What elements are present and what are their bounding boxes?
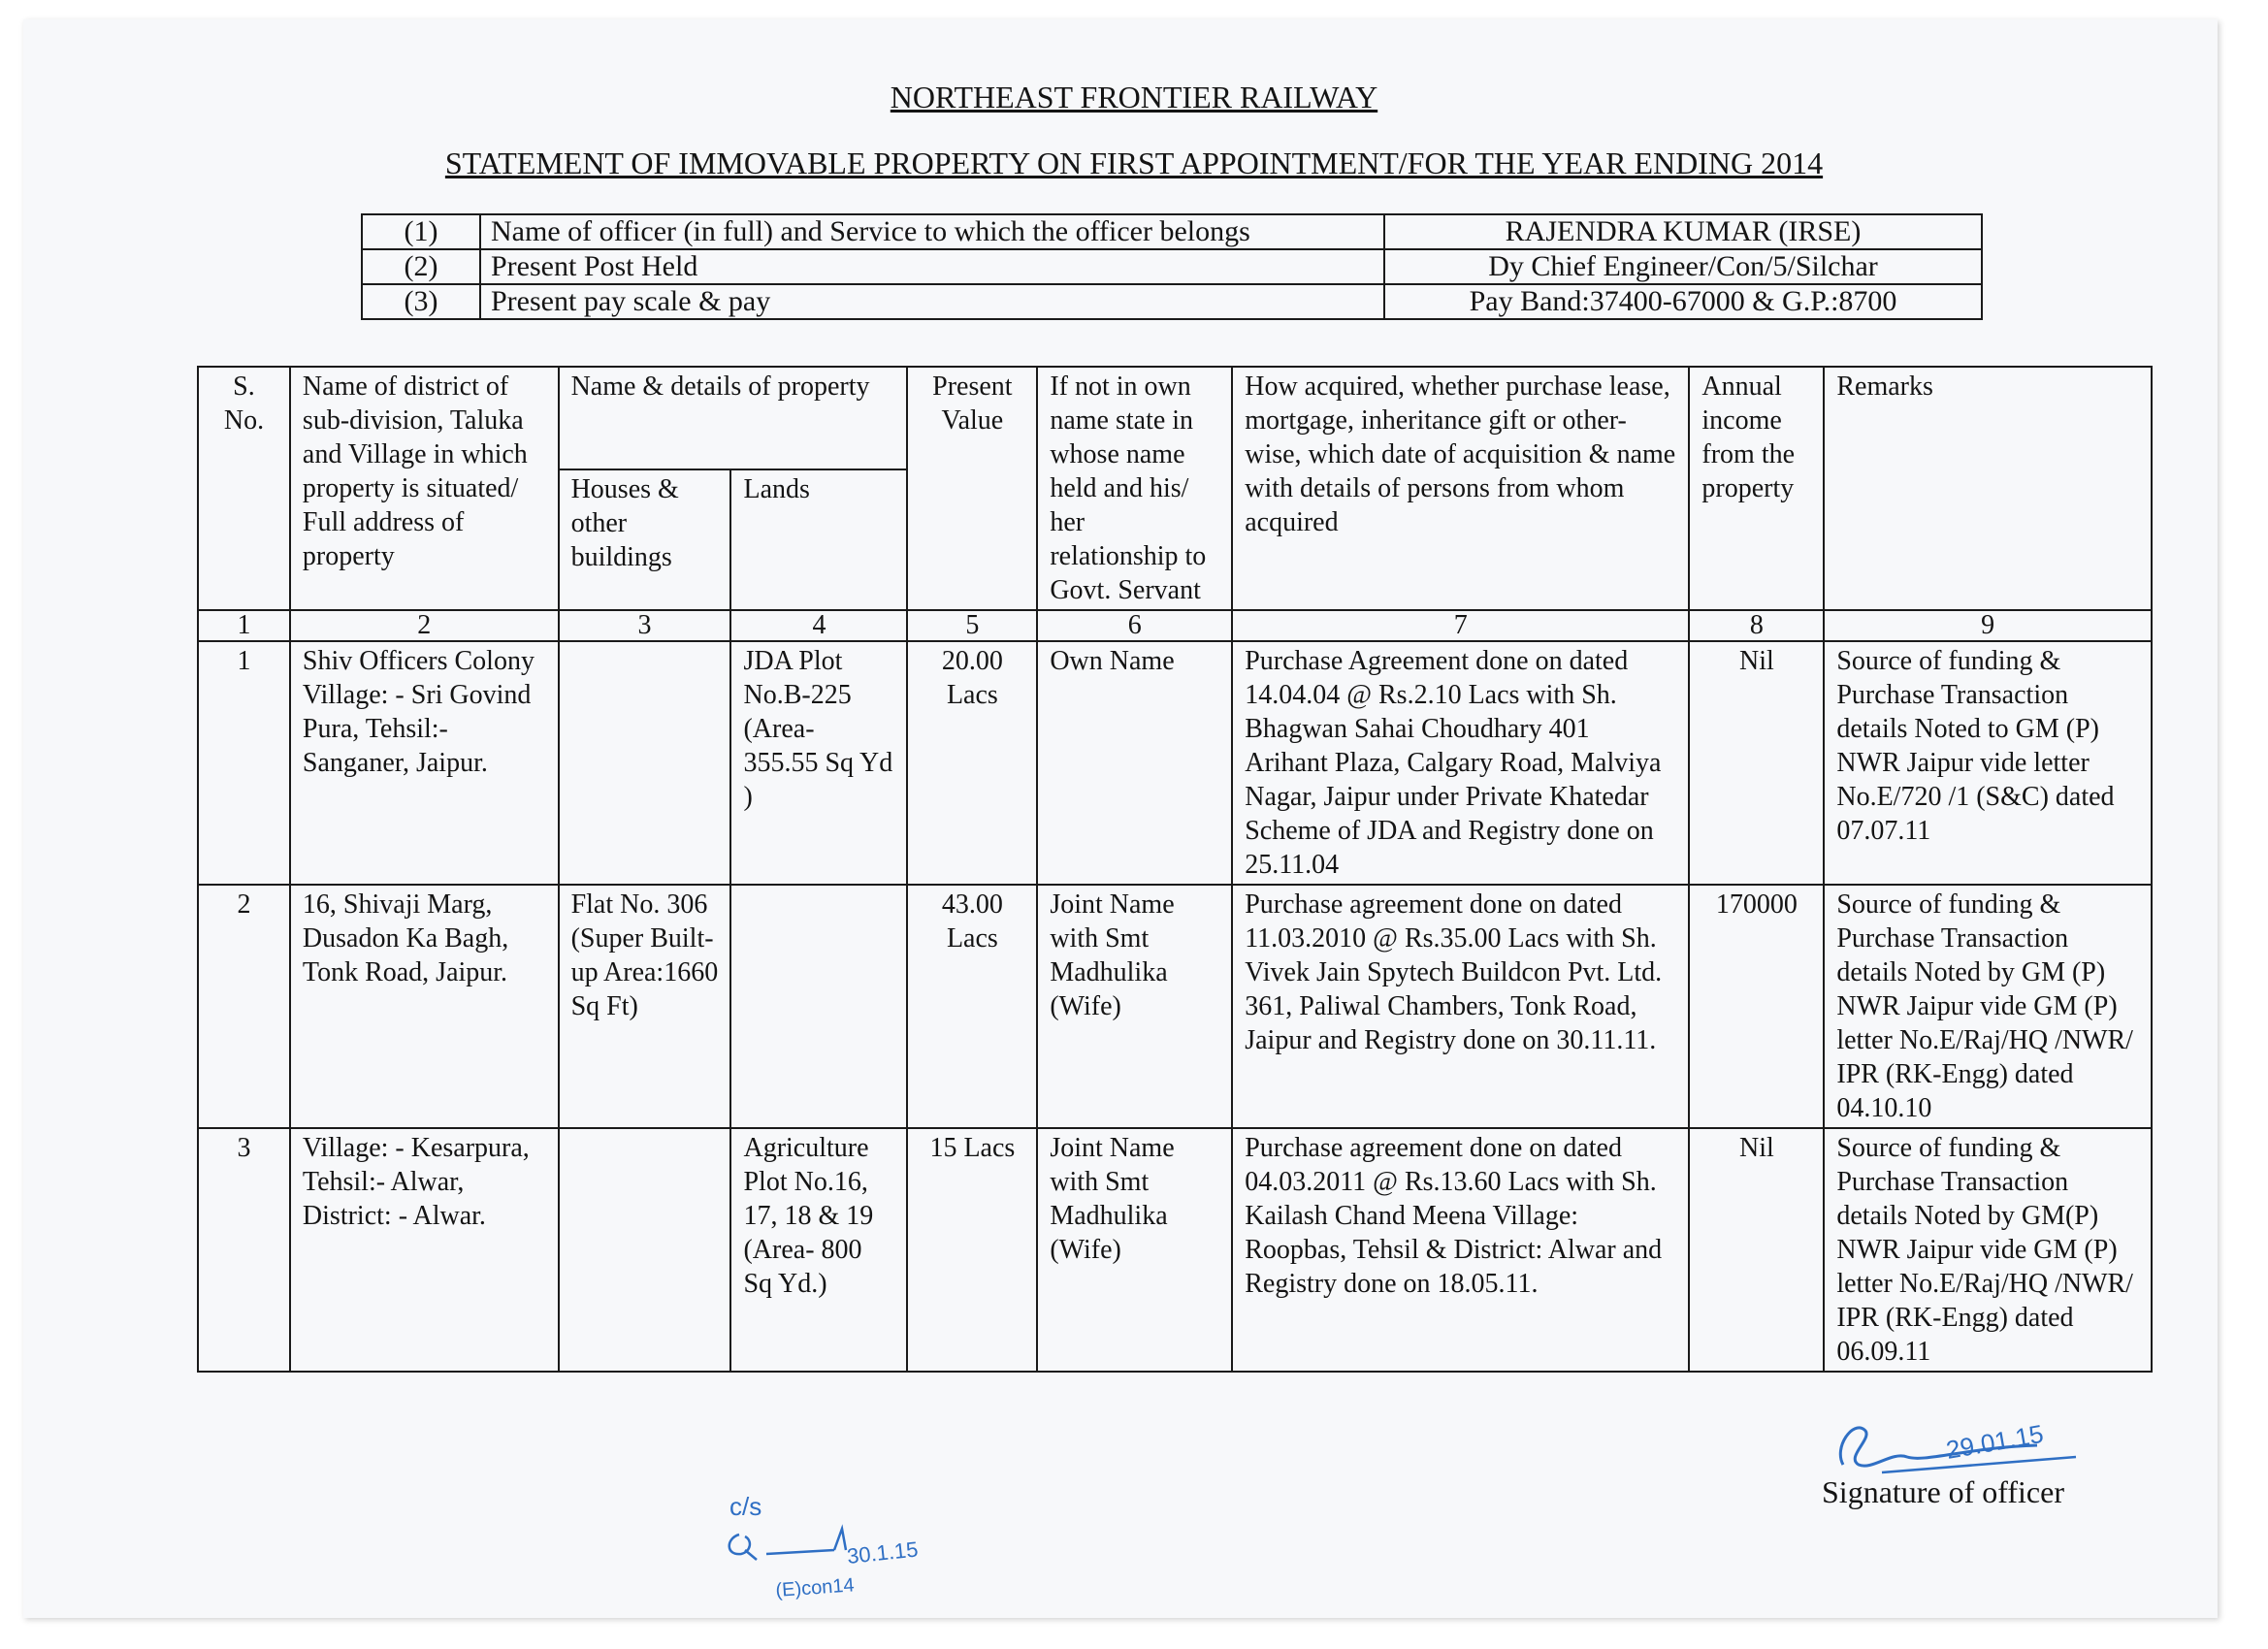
info-row	[362, 284, 1982, 319]
info-value: Dy Chief Engineer/Con/5/Silchar	[1384, 249, 1982, 284]
column-number: 2	[290, 610, 559, 641]
statement-title: STATEMENT OF IMMOVABLE PROPERTY ON FIRST APPOINTMENT/FOR THE YEAR ENDING 2014	[444, 146, 1824, 180]
column-number: 5	[907, 610, 1037, 641]
header-remarks: Remarks	[1824, 367, 2152, 610]
cell-lands: Agriculture Plot No.16, 17, 18 & 19 (Area- 800 Sq Yd.)	[730, 1128, 907, 1372]
cell-value: 15 Lacs	[907, 1128, 1037, 1372]
cell-sno: 1	[198, 641, 290, 885]
column-number: 3	[559, 610, 731, 641]
cell-income: Nil	[1689, 1128, 1824, 1372]
note-line-2: 30.1.15	[845, 1536, 920, 1568]
cell-value: 20.00 Lacs	[907, 641, 1037, 885]
info-row	[362, 214, 1982, 249]
header-row	[198, 367, 2152, 469]
cell-income: 170000	[1689, 885, 1824, 1128]
header-details: Name & details of property	[559, 367, 908, 469]
column-number: 8	[1689, 610, 1824, 641]
cell-houses: Flat No. 306 (Super Built-up Area:1660 Sq Ft)	[559, 885, 731, 1128]
column-number: 9	[1824, 610, 2152, 641]
table-row	[198, 885, 2152, 1128]
info-row	[362, 249, 1982, 284]
cell-acquired: Purchase agreement done on dated 04.03.2011 @ Rs.13.60 Lacs with Sh. Kailash Chand Meena Village: Roopbas, Tehsil & District: Alwar and Registry done on 18.05.11.	[1232, 1128, 1689, 1372]
signature-label: Signature of officer	[1822, 1474, 2064, 1509]
info-number: (2)	[362, 249, 480, 284]
header-value: Present Value	[907, 367, 1037, 610]
column-number: 6	[1037, 610, 1232, 641]
info-value: Pay Band:37400-67000 & G.P.:8700	[1384, 284, 1982, 319]
cell-value: 43.00 Lacs	[907, 885, 1037, 1128]
cell-houses	[559, 1128, 731, 1372]
note-line-1: c/s	[729, 1492, 762, 1521]
note-line-3: (E)con14	[774, 1574, 856, 1601]
cell-sno: 3	[198, 1128, 290, 1372]
cell-income: Nil	[1689, 641, 1824, 885]
cell-remarks: Source of funding & Purchase Transaction details Noted by GM(P) NWR Jaipur vide GM (P) letter No.E/Raj/HQ /NWR/ IPR (RK-Engg) dated 06.09.11	[1824, 1128, 2152, 1372]
officer-info-table	[361, 213, 1983, 320]
note-scribble	[718, 1482, 989, 1608]
cell-name-held: Joint Name with Smt Madhulika (Wife)	[1037, 1128, 1232, 1372]
cell-acquired: Purchase Agreement done on dated 14.04.04 @ Rs.2.10 Lacs with Sh. Bhagwan Sahai Choudhary 401 Arihant Plaza, Calgary Road, Malviya Nagar, Jaipur under Private Khatedar Scheme of JDA and Registry done on 25.11.04	[1232, 641, 1689, 885]
cell-remarks: Source of funding & Purchase Transaction details Noted by GM (P) NWR Jaipur vide GM (P) letter No.E/Raj/HQ /NWR/ IPR (RK-Engg) dated 04.10.10	[1824, 885, 2152, 1128]
info-label: Name of officer (in full) and Service to which the officer belongs	[480, 214, 1384, 249]
cell-district: Village: - Kesarpura, Tehsil:- Alwar, District: - Alwar.	[290, 1128, 559, 1372]
signature-date: 29.01.15	[1943, 1418, 2046, 1465]
header-name-held: If not in own name state in whose name held and his/ her relationship to Govt. Servant	[1037, 367, 1232, 610]
handwritten-note	[718, 1482, 989, 1608]
header-income: Annual income from the property	[1689, 367, 1824, 610]
header-acquired: How acquired, whether purchase lease, mortgage, inheritance gift or other-wise, which date of acquisition & name with details of persons from whom acquired	[1232, 367, 1689, 610]
column-number: 4	[730, 610, 907, 641]
cell-remarks: Source of funding & Purchase Transaction details Noted to GM (P) NWR Jaipur vide letter No.E/720 /1 (S&C) dated 07.07.11	[1824, 641, 2152, 885]
info-label: Present Post Held	[480, 249, 1384, 284]
table-row	[198, 1128, 2152, 1372]
property-table	[197, 366, 2153, 1373]
column-number: 1	[198, 610, 290, 641]
column-number-row	[198, 610, 2152, 641]
header-sno: S. No.	[198, 367, 290, 610]
cell-name-held: Own Name	[1037, 641, 1232, 885]
org-title: NORTHEAST FRONTIER RAILWAY	[890, 80, 1378, 114]
cell-district: 16, Shivaji Marg, Dusadon Ka Bagh, Tonk Road, Jaipur.	[290, 885, 559, 1128]
info-number: (1)	[362, 214, 480, 249]
info-value: RAJENDRA KUMAR (IRSE)	[1384, 214, 1982, 249]
header-houses: Houses & other buildings	[559, 469, 731, 610]
info-label: Present pay scale & pay	[480, 284, 1384, 319]
header-lands: Lands	[730, 469, 907, 610]
column-number: 7	[1232, 610, 1689, 641]
cell-name-held: Joint Name with Smt Madhulika (Wife)	[1037, 885, 1232, 1128]
cell-sno: 2	[198, 885, 290, 1128]
cell-lands	[730, 885, 907, 1128]
info-number: (3)	[362, 284, 480, 319]
cell-lands: JDA Plot No.B-225 (Area- 355.55 Sq Yd )	[730, 641, 907, 885]
table-row	[198, 641, 2152, 885]
cell-houses	[559, 641, 731, 885]
cell-acquired: Purchase agreement done on dated 11.03.2010 @ Rs.35.00 Lacs with Sh. Vivek Jain Spytech Buildcon Pvt. Ltd. 361, Paliwal Chambers, Tonk Road, Jaipur and Registry done on 30.11.11.	[1232, 885, 1689, 1128]
header-district: Name of district of sub-division, Taluka and Village in which property is situated/ Full address of property	[290, 367, 559, 610]
cell-district: Shiv Officers Colony Village: - Sri Govind Pura, Tehsil:-Sanganer, Jaipur.	[290, 641, 559, 885]
